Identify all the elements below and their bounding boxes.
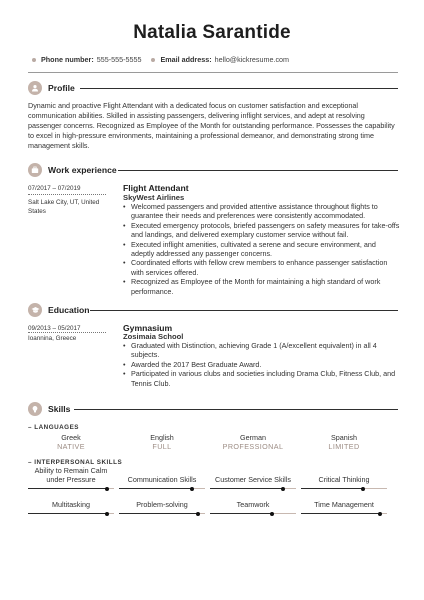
- language-name: German: [240, 433, 266, 442]
- skill-level-bar: [210, 513, 296, 514]
- skill-level-fill: [28, 488, 107, 489]
- skill-level-fill: [119, 513, 198, 514]
- skill-name: Communication Skills: [127, 475, 197, 484]
- skill-name: Problem-solving: [136, 500, 188, 509]
- skill-level-fill: [119, 488, 192, 489]
- list-item: • Awarded the 2017 Best Graduate Award.: [123, 360, 401, 369]
- skill-level-knob: [196, 512, 200, 516]
- skill-level-knob: [190, 487, 194, 491]
- skill-name: Teamwork: [236, 500, 270, 509]
- school-name: Zosimaia School: [123, 332, 184, 341]
- education-bullets: [123, 341, 401, 388]
- list-item: • Executed inflight amenities, cultivated a serene and secure environment, and adeptly addressed any passenger concerns.: [123, 240, 401, 259]
- candidate-name: Natalia Sarantide: [133, 22, 291, 43]
- education-dates: 09/2013 – 05/2017: [28, 325, 81, 332]
- list-item: • Executed emergency protocols, briefed passengers on safety measures for take-offs and landings, and delivered exemplary customer service without fail.: [123, 221, 401, 240]
- job-title: Flight Attendant: [123, 183, 189, 193]
- work-bullets: [123, 202, 401, 296]
- degree-title: Gymnasium: [123, 323, 173, 333]
- skill-level-fill: [210, 488, 283, 489]
- section-header-profile: [28, 81, 75, 95]
- languages-label: – LANGUAGES: [28, 424, 79, 431]
- section-rule: [90, 310, 398, 311]
- skill-level-knob: [105, 512, 109, 516]
- section-header-education: [28, 303, 90, 317]
- skill-level-bar: [301, 488, 387, 489]
- language-spanish: [301, 433, 387, 451]
- phone-value: 555-555-5555: [96, 55, 142, 64]
- list-item: • Recognized as Employee of the Month for maintaining a high standard of work performance.: [123, 277, 401, 296]
- skill-level-knob: [361, 487, 365, 491]
- bullet-dot-icon: [32, 58, 36, 62]
- language-greek: [28, 433, 114, 451]
- email-label: Email address:: [160, 55, 212, 64]
- list-item: • Participated in various clubs and societies including Drama Club, Fitness Club, and Tennis Club.: [123, 369, 401, 388]
- skill-name: Critical Thinking: [318, 475, 370, 484]
- skill-level-bar: [119, 488, 205, 489]
- section-rule: [74, 409, 398, 410]
- skill-name: Multitasking: [52, 500, 90, 509]
- bullet-dot-icon: [151, 58, 155, 62]
- language-level: FULL: [152, 442, 172, 451]
- skill-level-knob: [105, 487, 109, 491]
- section-rule: [118, 170, 398, 171]
- list-item: • Graduated with Distinction, achieving Grade 1 (A/excellent equivalent) in all 4 subjects.: [123, 341, 401, 360]
- section-title-skills: Skills: [48, 404, 71, 414]
- education-location: Ioannina, Greece: [28, 335, 77, 342]
- language-german: [210, 433, 296, 451]
- list-item: • Coordinated efforts with fellow crew members to enhance passenger satisfaction with services offered.: [123, 258, 401, 277]
- skill-level-knob: [281, 487, 285, 491]
- person-icon: [28, 81, 42, 95]
- language-level: PROFESSIONAL: [222, 442, 284, 451]
- section-rule: [80, 88, 398, 89]
- skill-level-knob: [270, 512, 274, 516]
- skill-level-bar: [28, 513, 114, 514]
- header-divider: [28, 72, 398, 73]
- skill-level-fill: [210, 513, 272, 514]
- briefcase-icon: [28, 163, 42, 177]
- company-name: SkyWest Airlines: [123, 193, 185, 202]
- section-title-work: Work experience: [48, 165, 117, 175]
- language-name: English: [150, 433, 174, 442]
- skill-name: Ability to Remain Calm under Pressure: [34, 466, 108, 484]
- language-level: LIMITED: [328, 442, 360, 451]
- work-dates: 07/2017 – 07/2019: [28, 185, 81, 192]
- skill-name: Customer Service Skills: [215, 475, 291, 484]
- skill-level-bar: [119, 513, 205, 514]
- skill-level-fill: [28, 513, 107, 514]
- section-header-skills: [28, 402, 70, 416]
- language-level: NATIVE: [57, 442, 85, 451]
- skill-level-bar: [28, 488, 114, 489]
- skill-level-fill: [301, 513, 380, 514]
- skill-name: Time Management: [314, 500, 374, 509]
- interpersonal-label: – INTERPERSONAL SKILLS: [28, 459, 123, 466]
- section-title-profile: Profile: [48, 83, 75, 93]
- skill-level-bar: [210, 488, 296, 489]
- language-english: [119, 433, 205, 451]
- section-title-education: Education: [48, 305, 90, 315]
- work-location: Salt Lake City, UT, United States: [28, 199, 100, 215]
- graduation-cap-icon: [28, 303, 42, 317]
- profile-summary: Dynamic and proactive Flight Attendant with a dedicated focus on customer satisfaction and exceptional communication abilities. Skilled in assisting passengers, delivering inflight services, and adept at resolving passenger concerns. Recognized as Employee of the Month for outstanding performance. Possesses the capability to excel in high-pressure environments, maintaining a professional demeanor, and demonstrating strong time management skills.: [28, 101, 395, 150]
- phone-label: Phone number:: [41, 55, 94, 64]
- skill-level-bar: [301, 513, 387, 514]
- lightbulb-icon: [28, 402, 42, 416]
- section-header-work: [28, 163, 117, 177]
- language-name: Spanish: [331, 433, 357, 442]
- email-value[interactable]: hello@kickresume.com: [214, 55, 290, 64]
- language-name: Greek: [61, 433, 81, 442]
- skill-level-knob: [378, 512, 382, 516]
- dotted-divider: [28, 332, 106, 333]
- list-item: • Welcomed passengers and provided attentive assistance throughout flights to guarantee their needs and preferences were consistently accommodated.: [123, 202, 401, 221]
- contact-line: [32, 55, 289, 64]
- dotted-divider: [28, 194, 106, 195]
- skill-level-fill: [301, 488, 363, 489]
